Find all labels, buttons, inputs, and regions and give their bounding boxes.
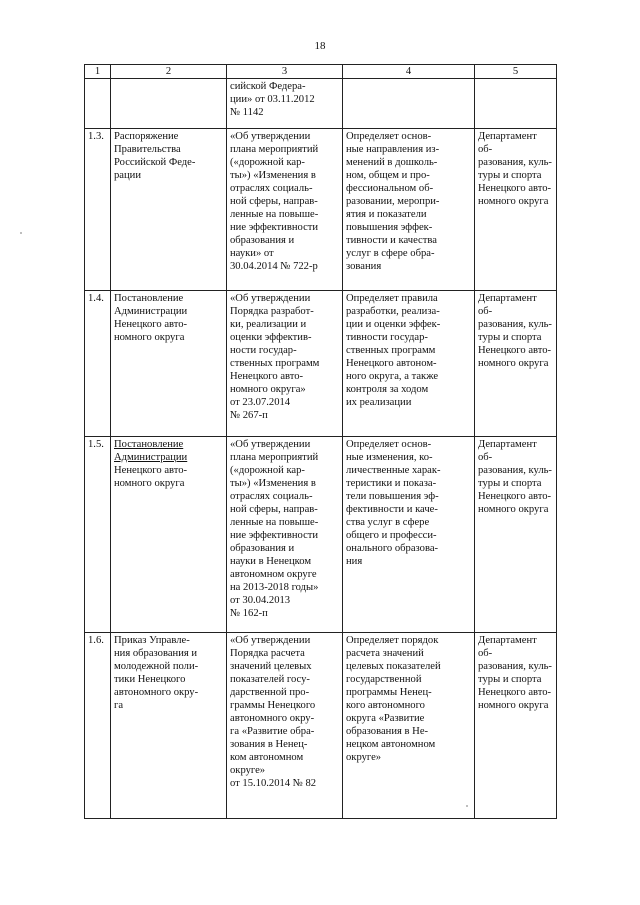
column-header-1: 1: [85, 65, 111, 79]
table-row: [85, 129, 557, 291]
document-title: «Об утверждении плана мероприятий («дорожной кар- ты») «Изменения в отраслях социаль- ной сферы, направ- ленные на повыше- ние эффективности образования и науки в Ненецком автономном округе на 2013-2018 годы» от 30.04.2013 № 162-п: [227, 437, 343, 633]
column-header-3: 3: [227, 65, 343, 79]
document-purpose: [343, 79, 475, 129]
row-number: 1.3.: [85, 129, 111, 291]
document-type-rest: Ненецкого авто- номного округа: [114, 465, 188, 489]
document-type: [111, 79, 227, 129]
row-number: [85, 79, 111, 129]
responsible-body: Департамент об- разования, куль- туры и спорта Ненецкого авто- номного округа: [475, 633, 557, 819]
document-type: [111, 437, 227, 633]
document-purpose: Определяет основ- ные изменения, ко- личественные харак- теристики и показа- тели повышения эф- фективности и каче- ства услуг в сфере общего и професси- онального образова- ния: [343, 437, 475, 633]
column-header-5: 5: [475, 65, 557, 79]
document-type-underlined: Постановление Администрации: [114, 439, 188, 463]
table-row: [85, 79, 557, 129]
document-title: «Об утверждении Порядка расчета значений целевых показателей госу- дарственной про- граммы Ненецкого автономного окру- га «Развитие обра- зования в Ненец- ком автономном округе» от 15.10.2014 № 82: [227, 633, 343, 819]
document-type: Распоряжение Правительства Российской Феде- рации: [111, 129, 227, 291]
column-header-4: 4: [343, 65, 475, 79]
document-table: [84, 64, 557, 819]
header-row: [85, 65, 557, 79]
scan-speck: [466, 805, 468, 807]
row-number: 1.4.: [85, 291, 111, 437]
row-number: 1.6.: [85, 633, 111, 819]
responsible-body: Департамент об- разования, куль- туры и спорта Ненецкого авто- номного округа: [475, 291, 557, 437]
document-type: Приказ Управле- ния образования и молодежной поли- тики Ненецкого автономного окру- га: [111, 633, 227, 819]
responsible-body: Департамент об- разования, куль- туры и спорта Ненецкого авто- номного округа: [475, 129, 557, 291]
responsible-body: [475, 79, 557, 129]
table-row: [85, 633, 557, 819]
document-title: «Об утверждении плана мероприятий («дорожной кар- ты») «Изменения в отраслях социаль- ной сферы, направ- ленные на повыше- ние эффективности образования и науки» от 30.04.2014 № 722-р: [227, 129, 343, 291]
document-title: «Об утверждении Порядка разработ- ки, реализации и оценки эффектив- ности государ- ственных программ Ненецкого авто- номного округа» от 23.07.2014 № 267-п: [227, 291, 343, 437]
table-row: [85, 291, 557, 437]
document-purpose: Определяет основ- ные направления из- менений в дошколь- ном, общем и про- фессиональном об- разовании, меропри- ятия и показатели повышения эффек- тивности и качества услуг в сфере обра- зования: [343, 129, 475, 291]
page-number: 18: [314, 40, 326, 52]
row-number: 1.5.: [85, 437, 111, 633]
document-purpose: Определяет правила разработки, реализа- ции и оценки эффек- тивности государ- ственных программ Ненецкого автоном- ного округа, а также контроля за ходом их реализации: [343, 291, 475, 437]
table-row: [85, 437, 557, 633]
document-purpose: Определяет порядок расчета значений целевых показателей государственной программы Ненец- кого автономного округа «Развитие образования в Не- нецком автономном округе»: [343, 633, 475, 819]
document-title: сийской Федера- ции» от 03.11.2012 № 1142: [227, 79, 343, 129]
responsible-body: Департамент об- разования, куль- туры и спорта Ненецкого авто- номного округа: [475, 437, 557, 633]
document-type: Постановление Администрации Ненецкого авто- номного округа: [111, 291, 227, 437]
scan-speck: [20, 232, 22, 234]
column-header-2: 2: [111, 65, 227, 79]
